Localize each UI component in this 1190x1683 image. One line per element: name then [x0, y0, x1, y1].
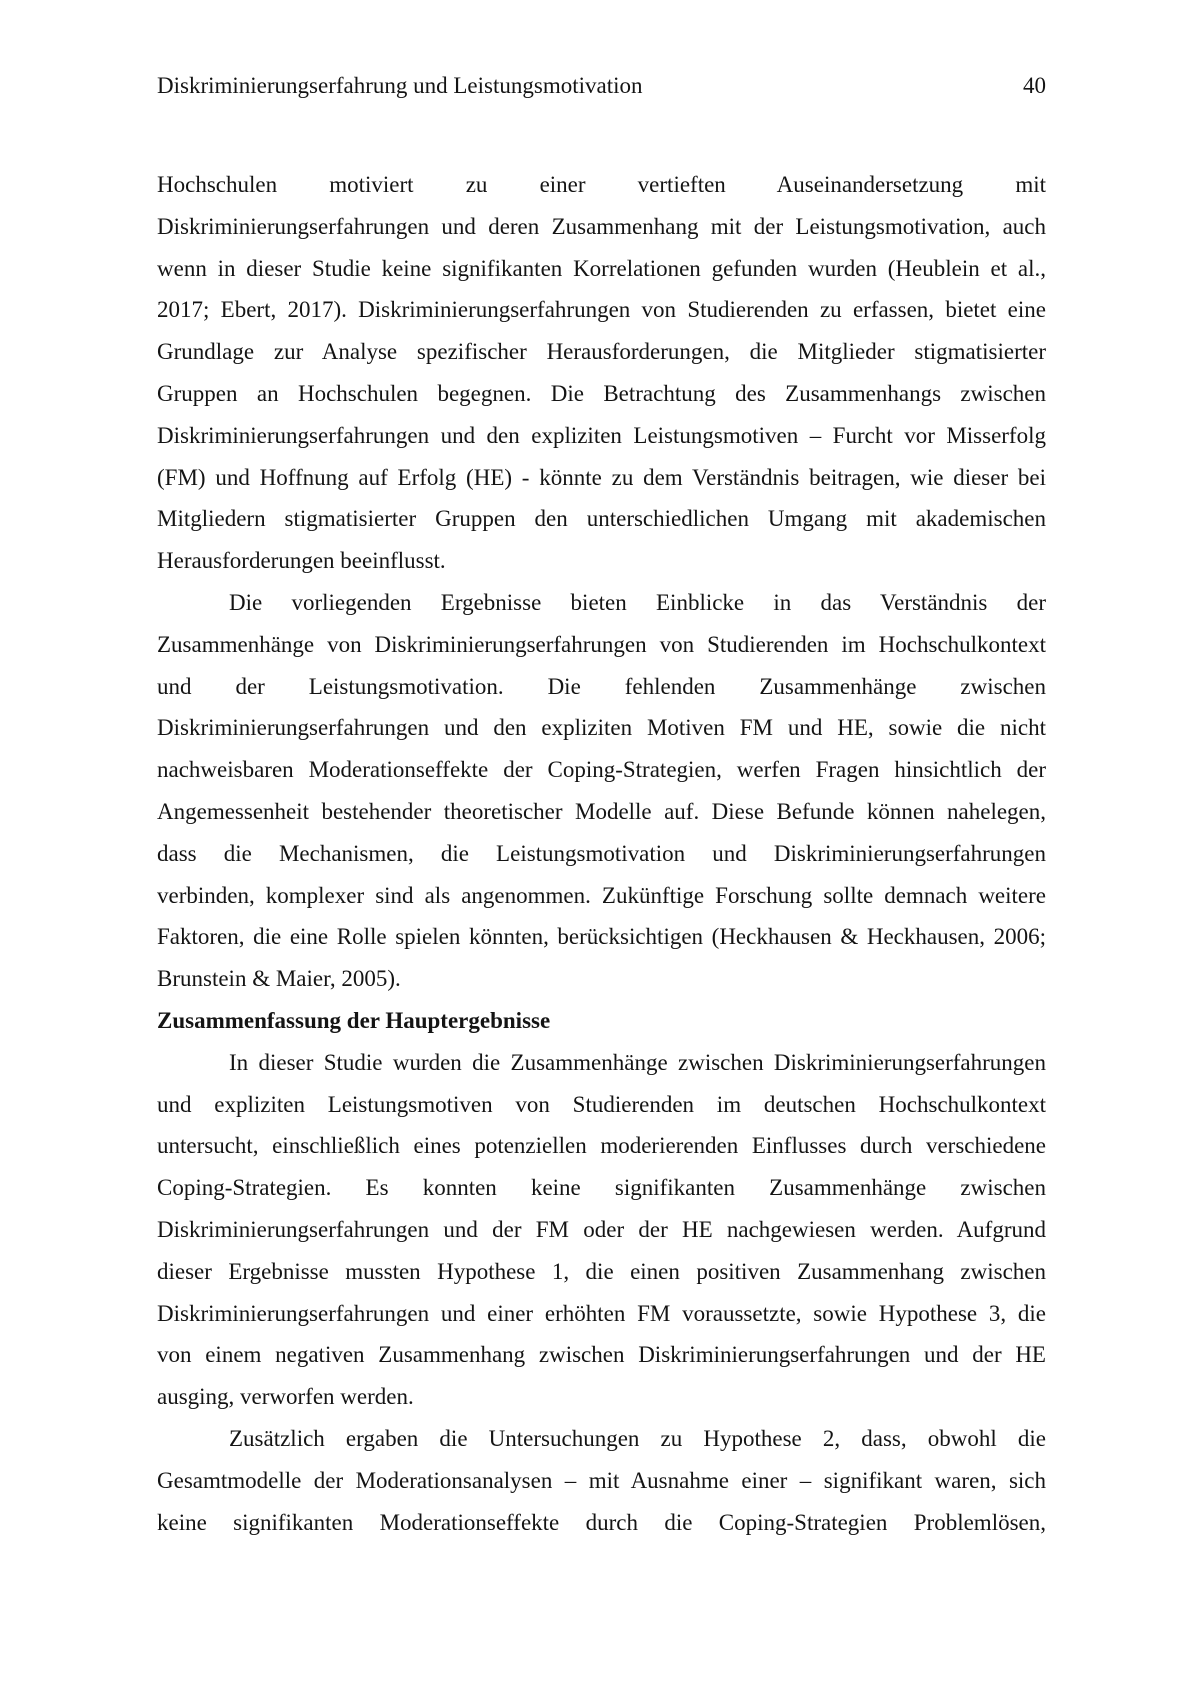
- running-title: Diskriminierungserfahrung und Leistungsmotivation: [157, 73, 643, 98]
- section-heading: Zusammenfassung der Hauptergebnisse: [157, 1007, 551, 1033]
- text-line: von einem negativen Zusammenhang zwischen Diskriminierungserfahrungen und der HE: [157, 1342, 1046, 1368]
- text-line: untersucht, einschließlich eines potenziellen moderierenden Einflusses durch verschiedene: [157, 1133, 1046, 1159]
- text-line: Mitgliedern stigmatisierter Gruppen den unterschiedlichen Umgang mit akademischen: [157, 506, 1046, 532]
- text-line: Herausforderungen beeinflusst.: [157, 548, 446, 574]
- text-line: In dieser Studie wurden die Zusammenhänge zwischen Diskriminierungserfahrungen: [229, 1049, 1046, 1075]
- text-line: Diskriminierungserfahrungen und einer erhöhten FM voraussetzte, sowie Hypothese 3, die: [157, 1300, 1046, 1326]
- page-number: 40: [1023, 73, 1046, 98]
- text-line: Diskriminierungserfahrungen und deren Zusammenhang mit der Leistungsmotivation, auch: [157, 213, 1046, 239]
- body-text: [157, 164, 1046, 1543]
- text-line: keine signifikanten Moderationseffekte durch die Coping-Strategien Problemlösen,: [157, 1509, 1046, 1535]
- text-line: Gesamtmodelle der Moderationsanalysen – mit Ausnahme einer – signifikant waren, sich: [157, 1467, 1046, 1493]
- text-line: Hochschulen motiviert zu einer vertieften Auseinandersetzung mit: [157, 172, 1046, 197]
- text-line: Diskriminierungserfahrungen und den expliziten Motiven FM und HE, sowie die nicht: [157, 715, 1046, 741]
- text-line: Faktoren, die eine Rolle spielen könnten, berücksichtigen (Heckhausen & Heckhausen, 2006;: [157, 924, 1046, 950]
- text-line: und der Leistungsmotivation. Die fehlenden Zusammenhänge zwischen: [157, 673, 1046, 699]
- text-line: Zusammenhänge von Diskriminierungserfahrungen von Studierenden im Hochschulkontext: [157, 631, 1046, 657]
- text-line: Diskriminierungserfahrungen und der FM oder der HE nachgewiesen werden. Aufgrund: [157, 1216, 1046, 1242]
- text-line: ausging, verworfen werden.: [157, 1384, 414, 1410]
- text-line: dass die Mechanismen, die Leistungsmotivation und Diskriminierungserfahrungen: [157, 840, 1046, 866]
- text-line: verbinden, komplexer sind als angenommen. Zukünftige Forschung sollte demnach weitere: [157, 882, 1046, 908]
- text-line: Grundlage zur Analyse spezifischer Herausforderungen, die Mitglieder stigmatisierter: [157, 339, 1046, 365]
- text-line: 2017; Ebert, 2017). Diskriminierungserfahrungen von Studierenden zu erfassen, bietet eine: [157, 297, 1046, 323]
- running-header: [157, 70, 1046, 102]
- text-line: dieser Ergebnisse mussten Hypothese 1, die einen positiven Zusammenhang zwischen: [157, 1258, 1046, 1284]
- text-line: Angemessenheit bestehender theoretischer Modelle auf. Diese Befunde können nahelegen,: [157, 798, 1046, 824]
- text-line: Brunstein & Maier, 2005).: [157, 966, 401, 992]
- text-line: (FM) und Hoffnung auf Erfolg (HE) - könnte zu dem Verständnis beitragen, wie dieser bei: [157, 464, 1046, 490]
- text-line: und expliziten Leistungsmotiven von Studierenden im deutschen Hochschulkontext: [157, 1091, 1046, 1117]
- text-line: Coping-Strategien. Es konnten keine signifikanten Zusammenhänge zwischen: [157, 1175, 1046, 1201]
- text-line: nachweisbaren Moderationseffekte der Coping-Strategien, werfen Fragen hinsichtlich der: [157, 757, 1046, 783]
- text-line: Die vorliegenden Ergebnisse bieten Einblicke in das Verständnis der: [229, 589, 1046, 615]
- text-line: Diskriminierungserfahrungen und den expliziten Leistungsmotiven – Furcht vor Misserfolg: [157, 422, 1046, 448]
- text-line: wenn in dieser Studie keine signifikanten Korrelationen gefunden wurden (Heublein et al.,: [157, 255, 1046, 281]
- text-line: Gruppen an Hochschulen begegnen. Die Betrachtung des Zusammenhangs zwischen: [157, 380, 1046, 406]
- text-line: Zusätzlich ergaben die Untersuchungen zu Hypothese 2, dass, obwohl die: [229, 1425, 1046, 1451]
